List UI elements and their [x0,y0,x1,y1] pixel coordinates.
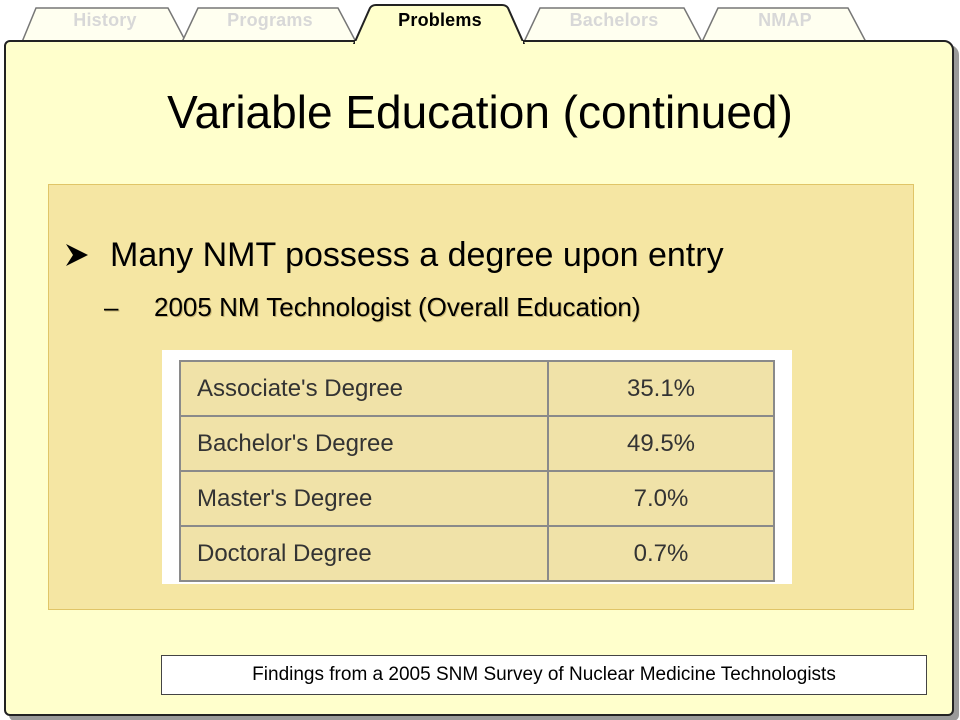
percent-cell: 7.0% [548,471,774,526]
slide-title: Variable Education (continued) [167,86,793,138]
degree-cell: Associate's Degree [180,361,548,416]
tab-programs[interactable] [180,4,360,42]
degree-cell: Master's Degree [180,471,548,526]
source-caption: Findings from a 2005 SNM Survey of Nuclear Medicine Technologists [161,655,927,695]
tab-label-problems: Problems [398,10,482,30]
education-table [179,360,775,582]
education-table-image [162,350,792,584]
percent-cell: 35.1% [548,361,774,416]
tab-bachelors[interactable] [522,4,706,42]
main-bullet [64,236,724,275]
tab-problems[interactable] [350,2,530,44]
degree-cell: Doctoral Degree [180,526,548,581]
sub-bullet-dash: – [104,292,119,322]
percent-cell: 49.5% [548,416,774,471]
table-row [180,361,774,416]
tab-history[interactable] [20,4,190,42]
tab-label-bachelors: Bachelors [569,10,659,30]
tab-label-programs: Programs [227,10,313,30]
tab-label-nmap: NMAP [758,10,812,30]
degree-cell: Bachelor's Degree [180,416,548,471]
table-row [180,471,774,526]
sub-bullet [104,292,641,323]
tab-nmap[interactable] [700,4,870,42]
arrow-bullet-icon [64,236,110,275]
main-bullet-text: Many NMT possess a degree upon entry [110,236,724,274]
percent-cell: 0.7% [548,526,774,581]
table-row [180,526,774,581]
sub-bullet-text: 2005 NM Technologist (Overall Education) [154,292,641,322]
table-row [180,416,774,471]
tab-label-history: History [73,10,137,30]
